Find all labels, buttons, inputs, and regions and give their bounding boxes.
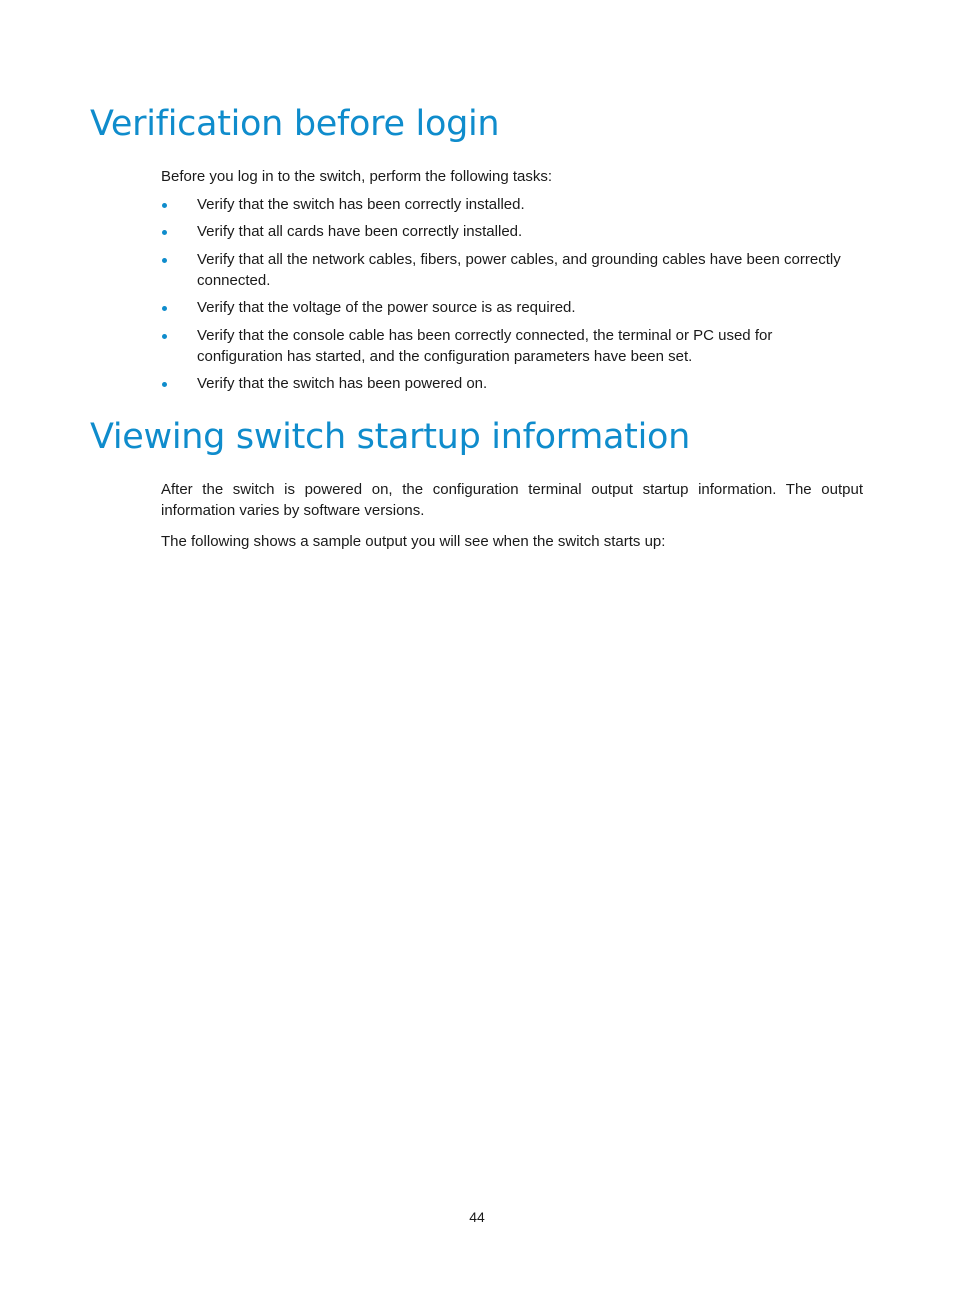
bullet-icon [162, 230, 167, 235]
list-item [161, 249, 863, 291]
list-item-text: Verify that the voltage of the power source is as required. [197, 299, 576, 316]
bullet-icon [162, 306, 167, 311]
body-paragraph: The following shows a sample output you will see when the switch starts up: [161, 533, 666, 550]
list-item [161, 297, 863, 318]
bullet-icon [162, 334, 167, 339]
section-title-verification: Verification before login [90, 104, 500, 144]
list-item [161, 194, 863, 215]
section-title-startup-info: Viewing switch startup information [90, 417, 691, 457]
bullet-icon [162, 203, 167, 208]
list-item [161, 373, 863, 394]
list-item [161, 325, 863, 367]
bullet-icon [162, 258, 167, 263]
list-item [161, 221, 863, 242]
list-item-text: Verify that the console cable has been correctly connected, the terminal or PC used for configuration has started, and the configuration parameters have been set. [197, 327, 773, 365]
section-intro: Before you log in to the switch, perform the following tasks: [161, 168, 553, 185]
list-item-text: Verify that the switch has been correctly installed. [197, 196, 525, 213]
list-item-text: Verify that all the network cables, fibers, power cables, and grounding cables have been correctly connected. [197, 251, 841, 289]
list-item-text: Verify that the switch has been powered on. [197, 375, 488, 392]
page-number: 44 [469, 1209, 485, 1225]
bullet-icon [162, 382, 167, 387]
list-item-text: Verify that all cards have been correctly installed. [197, 223, 523, 240]
body-paragraph: After the switch is powered on, the configuration terminal output startup information. The output information varies by software versions. [161, 481, 863, 519]
